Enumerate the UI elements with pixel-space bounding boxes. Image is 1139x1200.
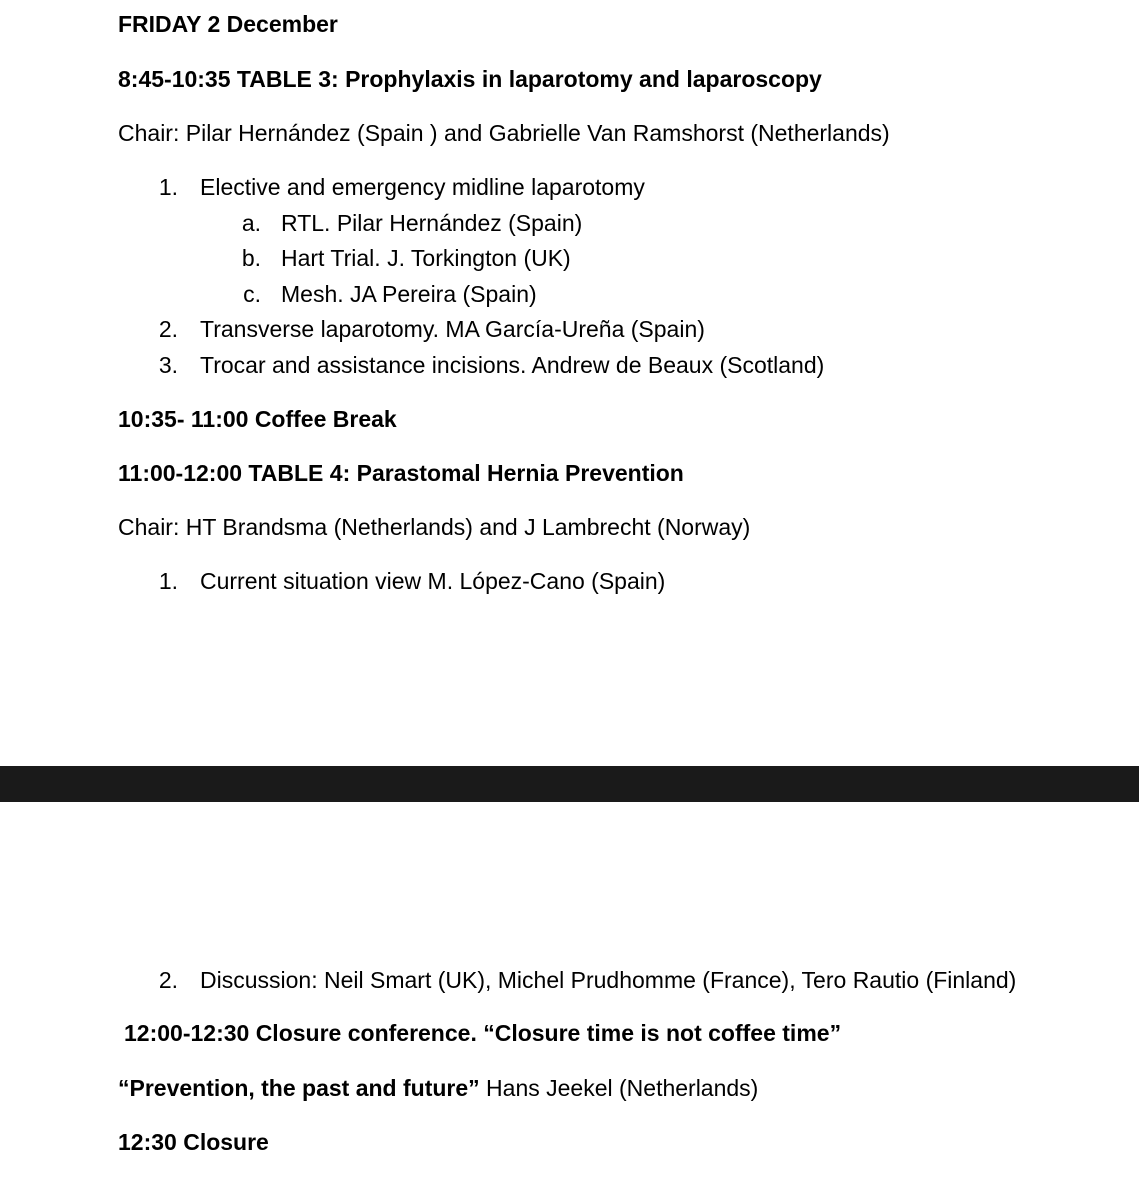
prevention-speaker: Hans Jeekel (Netherlands) [479, 1075, 759, 1101]
closure: 12:30 Closure [118, 1129, 269, 1155]
list-item-number: 2. [158, 967, 178, 993]
sub-list-item-text: Hart Trial. J. Torkington (UK) [281, 245, 571, 271]
coffee-break: 10:35- 11:00 Coffee Break [118, 406, 397, 432]
sub-list-item-letter: c. [243, 281, 261, 307]
list-item-number: 1. [158, 568, 178, 594]
sub-list-item-letter: b. [241, 245, 261, 271]
prevention-line [118, 1077, 758, 1100]
day-heading: FRIDAY 2 December [118, 11, 338, 37]
prevention-title: “Prevention, the past and future” [118, 1075, 480, 1101]
table3-chair: Chair: Pilar Hernández (Spain ) and Gabrielle Van Ramshorst (Netherlands) [118, 120, 890, 146]
sub-list-item-text: Mesh. JA Pereira (Spain) [281, 281, 537, 307]
list-item-number: 2. [158, 316, 178, 342]
table4-heading: 11:00-12:00 TABLE 4: Parastomal Hernia Prevention [118, 460, 684, 486]
sub-list-item-letter: a. [241, 210, 261, 236]
list-item-text: Transverse laparotomy. MA García-Ureña (Spain) [200, 316, 705, 342]
page-break-divider [0, 766, 1139, 802]
table4-chair: Chair: HT Brandsma (Netherlands) and J Lambrecht (Norway) [118, 514, 751, 540]
sub-list-item-text: RTL. Pilar Hernández (Spain) [281, 210, 583, 236]
closure-conference: 12:00-12:30 Closure conference. “Closure time is not coffee time” [124, 1020, 842, 1046]
list-item-text: Trocar and assistance incisions. Andrew de Beaux (Scotland) [200, 352, 825, 378]
list-item-number: 3. [158, 352, 178, 378]
list-item-number: 1. [158, 174, 178, 200]
list-item-text: Discussion: Neil Smart (UK), Michel Prudhomme (France), Tero Rautio (Finland) [200, 967, 1017, 993]
table3-heading: 8:45-10:35 TABLE 3: Prophylaxis in laparotomy and laparoscopy [118, 66, 822, 92]
list-item-text: Elective and emergency midline laparotomy [200, 174, 645, 200]
list-item-text: Current situation view M. López-Cano (Spain) [200, 568, 666, 594]
